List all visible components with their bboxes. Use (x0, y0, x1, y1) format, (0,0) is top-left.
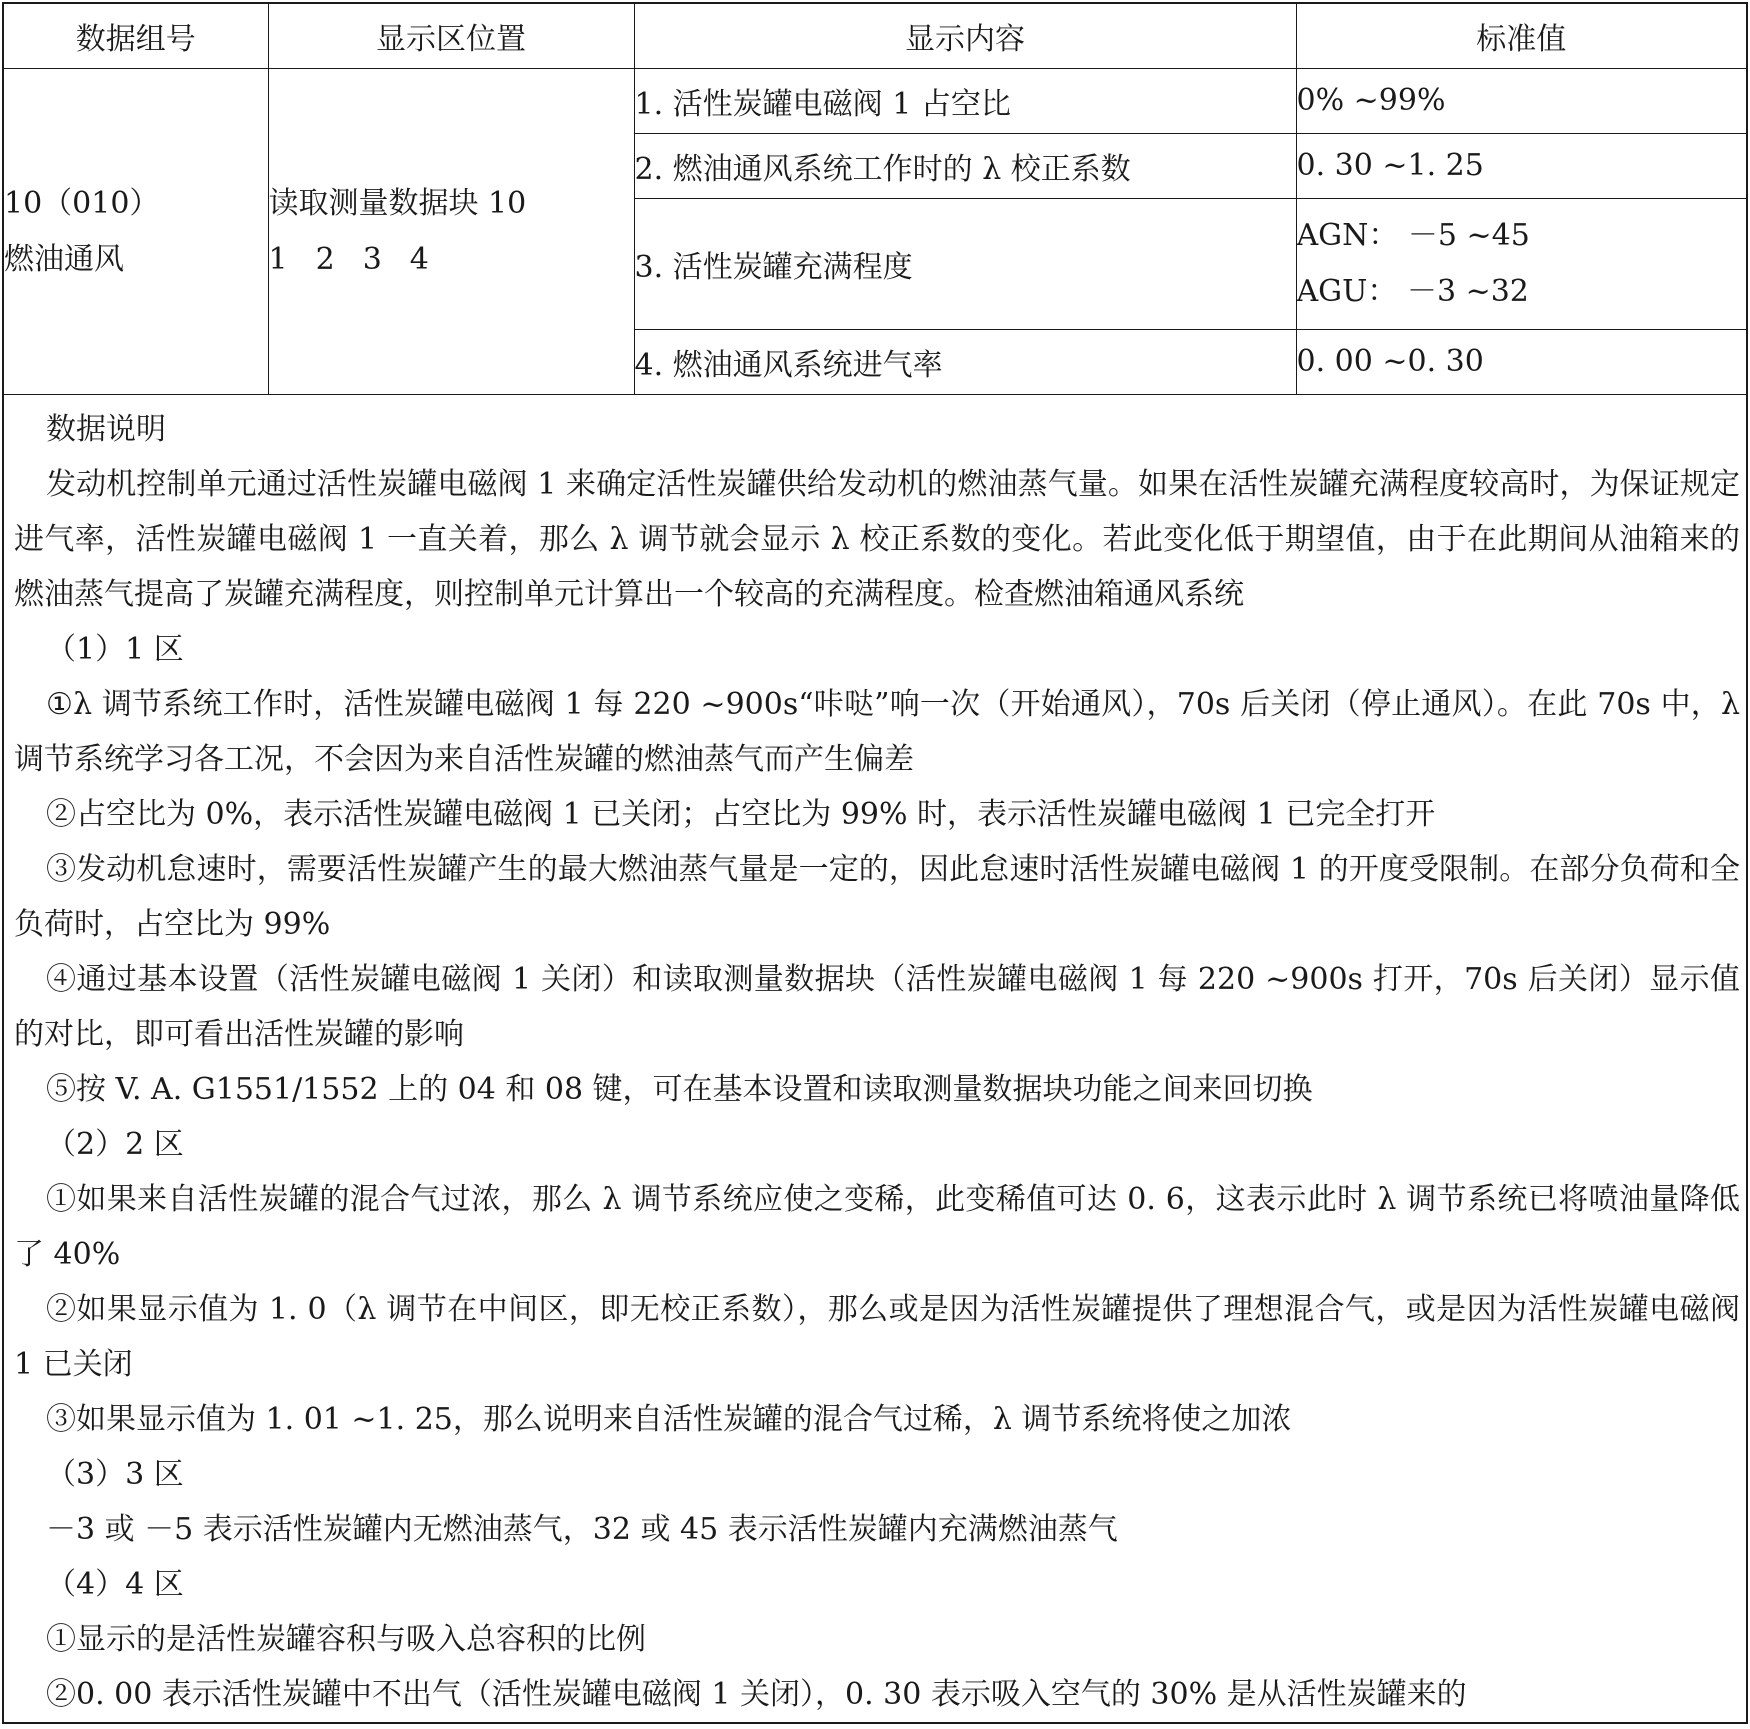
notes-paragraph: ②如果显示值为 1. 0（λ 调节在中间区，即无校正系数），那么或是因为活性炭罐提供了理想混合气，或是因为活性炭罐电磁阀 1 已关闭 (14, 1292, 1740, 1382)
standard-cell (1296, 199, 1746, 330)
field-number: 3 (362, 241, 382, 277)
notes-paragraph: ①显示的是活性炭罐容积与吸入总容积的比例 (46, 1622, 646, 1657)
field-number: 4 (409, 241, 429, 277)
content-cell: 4. 燃油通风系统进气率 (634, 330, 1296, 395)
document-page (2, 2, 1748, 1724)
display-field-numbers (269, 232, 634, 288)
notes-section-heading: （2）2 区 (46, 1127, 184, 1162)
field-number: 1 (268, 241, 288, 277)
field-number: 2 (315, 241, 335, 277)
notes-paragraph: ②0. 00 表示活性炭罐中不出气（活性炭罐电磁阀 1 关闭），0. 30 表示吸入空气的 30% 是从活性炭罐来的 (46, 1677, 1467, 1712)
group-name: 燃油通风 (4, 241, 124, 277)
standard-cell (1296, 134, 1746, 199)
header-display-content: 显示内容 (634, 4, 1296, 69)
notes-paragraph: －3 或 －5 表示活性炭罐内无燃油蒸气，32 或 45 表示活性炭罐内充满燃油蒸气 (46, 1512, 1118, 1547)
standard-value: 0. 30 ~1. 25 (1296, 148, 1484, 183)
display-position-title: 读取测量数据块 10 (268, 185, 527, 221)
header-display-position: 显示区位置 (268, 4, 634, 69)
standard-value-agn: AGN： －5 ~45 (1296, 218, 1530, 253)
standard-cell (1296, 69, 1746, 134)
notes-paragraph: ①如果来自活性炭罐的混合气过浓，那么 λ 调节系统应使之变稀，此变稀值可达 0. 6，这表示此时 λ 调节系统已将喷油量降低了 40% (14, 1182, 1740, 1272)
notes-paragraph: ④通过基本设置（活性炭罐电磁阀 1 关闭）和读取测量数据块（活性炭罐电磁阀 1 每 220 ~900s 打开，70s 后关闭）显示值的对比，即可看出活性炭罐的影响 (14, 962, 1740, 1052)
content-cell: 3. 活性炭罐充满程度 (634, 199, 1296, 330)
data-notes (14, 402, 1740, 1722)
standard-value: 0% ~99% (1296, 83, 1446, 118)
table-row (4, 69, 1746, 134)
standard-value: 0. 00 ~0. 30 (1296, 344, 1484, 379)
notes-paragraph: ②占空比为 0%，表示活性炭罐电磁阀 1 已关闭；占空比为 99% 时，表示活性炭罐电磁阀 1 已完全打开 (46, 797, 1436, 832)
header-standard-value: 标准值 (1296, 4, 1746, 69)
notes-paragraph: ③如果显示值为 1. 01 ~1. 25，那么说明来自活性炭罐的混合气过稀，λ 调节系统将使之加浓 (46, 1402, 1292, 1437)
notes-paragraph: ⑤按 V. A. G1551/1552 上的 04 和 08 键，可在基本设置和读取测量数据块功能之间来回切换 (46, 1072, 1313, 1107)
group-number: 10（010） (4, 185, 160, 221)
notes-title: 数据说明 (46, 412, 166, 447)
notes-section-heading: （4）4 区 (46, 1567, 184, 1602)
standard-value-agu: AGU： －3 ~32 (1296, 274, 1529, 309)
display-position-cell (268, 69, 634, 395)
notes-paragraph: 发动机控制单元通过活性炭罐电磁阀 1 来确定活性炭罐供给发动机的燃油蒸气量。如果在活性炭罐充满程度较高时，为保证规定进气率，活性炭罐电磁阀 1 一直关着，那么 λ 调节就会显示 λ 校正系数的变化。若此变化低于期望值，由于在此期间从油箱来的燃油蒸气提高了炭罐充满程度，则控制单元计算出一个较高的充满程度。检查燃油箱通风系统 (14, 467, 1740, 612)
standard-cell (1296, 330, 1746, 395)
group-number-cell (4, 69, 268, 395)
notes-paragraph: ①λ 调节系统工作时，活性炭罐电磁阀 1 每 220 ~900s“咔哒”响一次（开始通风），70s 后关闭（停止通风）。在此 70s 中，λ 调节系统学习各工况，不会因为来自活性炭罐的燃油蒸气而产生偏差 (14, 687, 1740, 777)
notes-section-heading: （3）3 区 (46, 1457, 184, 1492)
content-cell: 1. 活性炭罐电磁阀 1 占空比 (634, 69, 1296, 134)
content-cell: 2. 燃油通风系统工作时的 λ 校正系数 (634, 134, 1296, 199)
measurement-data-table (4, 4, 1746, 395)
table-header-row (4, 4, 1746, 69)
notes-paragraph: ③发动机怠速时，需要活性炭罐产生的最大燃油蒸气量是一定的，因此怠速时活性炭罐电磁阀 1 的开度受限制。在部分负荷和全负荷时，占空比为 99% (14, 852, 1740, 942)
notes-section-heading: （1）1 区 (46, 632, 184, 667)
header-group-number: 数据组号 (4, 4, 268, 69)
